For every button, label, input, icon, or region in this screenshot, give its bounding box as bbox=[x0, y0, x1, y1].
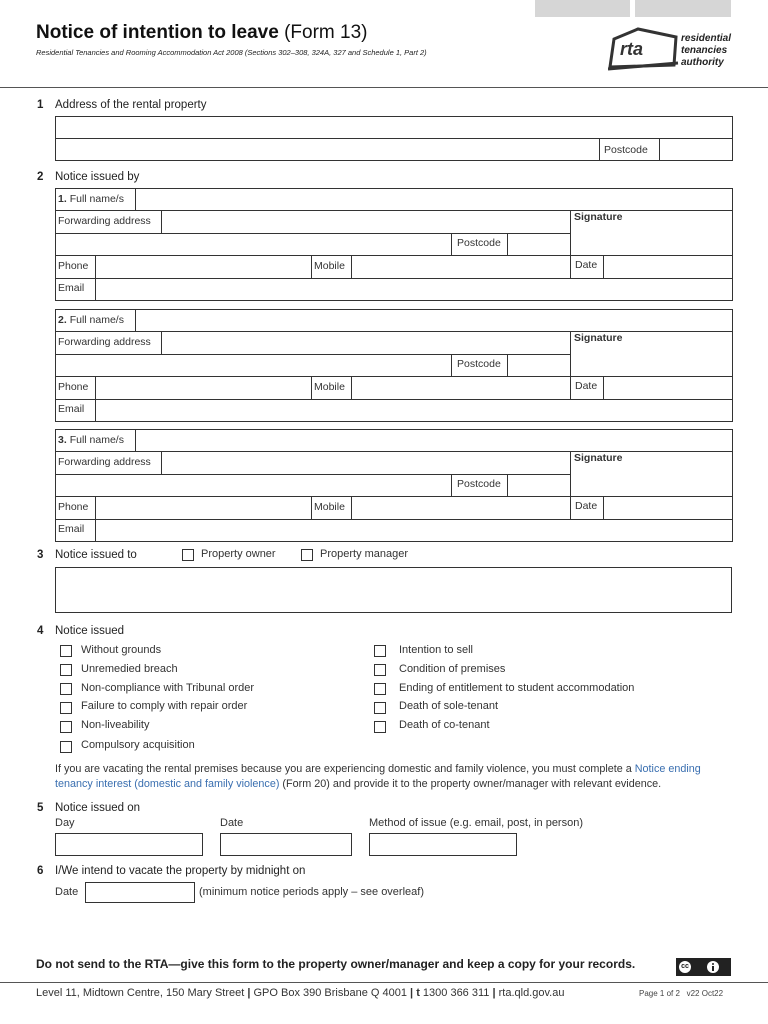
postcode-input[interactable] bbox=[509, 355, 569, 375]
col-line bbox=[95, 399, 96, 422]
tribunal-order-checkbox[interactable] bbox=[60, 683, 72, 695]
day-label: Day bbox=[55, 817, 75, 829]
col-line bbox=[570, 255, 571, 278]
mobile-input[interactable] bbox=[353, 497, 569, 518]
cc-license-badge bbox=[676, 958, 731, 976]
section-5-number: 5 bbox=[37, 802, 44, 814]
option-label: Death of co-tenant bbox=[399, 719, 490, 731]
col-line bbox=[95, 278, 96, 301]
phone-input[interactable] bbox=[97, 497, 310, 518]
student-accommodation-checkbox[interactable] bbox=[374, 683, 386, 695]
property-owner-label: Property owner bbox=[201, 548, 276, 560]
mobile-input[interactable] bbox=[353, 377, 569, 398]
compulsory-acquisition-checkbox[interactable] bbox=[60, 741, 72, 753]
section-5-label: Notice issued on bbox=[55, 802, 141, 814]
property-manager-checkbox[interactable] bbox=[301, 549, 313, 561]
col-line bbox=[570, 376, 571, 399]
forwarding-address-line-2-input[interactable] bbox=[56, 355, 451, 375]
option-label: Unremedied breach bbox=[81, 663, 178, 675]
section-4-number: 4 bbox=[37, 625, 44, 637]
cc-icon: cc bbox=[679, 961, 691, 973]
col-line bbox=[311, 376, 312, 399]
do-not-send-warning: Do not send to the RTA—give this form to the property owner/manager and keep a copy for your records. bbox=[36, 957, 636, 971]
issuer-block bbox=[55, 309, 733, 422]
col-line bbox=[351, 255, 352, 278]
day-input[interactable] bbox=[55, 833, 203, 856]
section-6-label: I/We intend to vacate the property by midnight on bbox=[55, 865, 306, 877]
issue-date-input[interactable] bbox=[220, 833, 352, 856]
postcode-input[interactable] bbox=[509, 475, 569, 495]
email-input[interactable] bbox=[97, 279, 731, 299]
col-line bbox=[603, 496, 604, 519]
method-label: Method of issue (e.g. email, post, in person) bbox=[369, 817, 583, 829]
phone-input[interactable] bbox=[97, 256, 310, 277]
postcode-input[interactable] bbox=[660, 139, 732, 160]
option-label: Non-liveability bbox=[81, 719, 150, 731]
email-label: Email bbox=[58, 523, 85, 535]
col-line bbox=[570, 496, 571, 519]
forwarding-address-input[interactable] bbox=[163, 452, 569, 473]
signature-label: Signature bbox=[574, 452, 623, 464]
col-line bbox=[603, 376, 604, 399]
col-line bbox=[95, 519, 96, 542]
col-line bbox=[95, 376, 96, 399]
full-name-input[interactable] bbox=[137, 310, 731, 330]
unremedied-breach-checkbox[interactable] bbox=[60, 664, 72, 676]
death-sole-tenant-checkbox[interactable] bbox=[374, 702, 386, 714]
forwarding-address-line-2-input[interactable] bbox=[56, 234, 451, 254]
mobile-label: Mobile bbox=[314, 381, 345, 393]
section-2-label: Notice issued by bbox=[55, 171, 140, 183]
condition-of-premises-checkbox[interactable] bbox=[374, 664, 386, 676]
col-line bbox=[135, 429, 136, 451]
header-divider bbox=[0, 87, 768, 88]
without-grounds-checkbox[interactable] bbox=[60, 645, 72, 657]
email-input[interactable] bbox=[97, 520, 731, 540]
section-1-number: 1 bbox=[37, 99, 44, 111]
death-co-tenant-checkbox[interactable] bbox=[374, 721, 386, 733]
rta-house-icon bbox=[608, 25, 680, 73]
issuer-block bbox=[55, 429, 733, 542]
forwarding-address-input[interactable] bbox=[163, 211, 569, 232]
signature-input[interactable] bbox=[572, 465, 731, 495]
email-label: Email bbox=[58, 282, 85, 294]
option-label: Ending of entitlement to student accommodation bbox=[399, 682, 635, 694]
mobile-label: Mobile bbox=[314, 501, 345, 513]
full-name-label: 3. Full name/s bbox=[58, 434, 124, 446]
col-line bbox=[135, 188, 136, 210]
postcode-label: Postcode bbox=[457, 237, 501, 249]
section-6-number: 6 bbox=[37, 865, 44, 877]
phone-label: Phone bbox=[58, 260, 89, 272]
forwarding-address-label: Forwarding address bbox=[58, 336, 151, 348]
postcode-label: Postcode bbox=[457, 358, 501, 370]
notice-recipient-input[interactable] bbox=[55, 567, 732, 613]
header-tab-2 bbox=[635, 0, 731, 17]
option-label: Non-compliance with Tribunal order bbox=[81, 682, 255, 694]
postcode-input[interactable] bbox=[509, 234, 569, 254]
header-tab-1 bbox=[535, 0, 630, 17]
phone-label: Phone bbox=[58, 501, 89, 513]
repair-order-checkbox[interactable] bbox=[60, 702, 72, 714]
col-line bbox=[351, 376, 352, 399]
forwarding-address-line-2-input[interactable] bbox=[56, 475, 451, 495]
option-label: Condition of premises bbox=[399, 663, 506, 675]
footer-page-info: Page 1 of 2 v22 Oct22 bbox=[639, 989, 724, 998]
col-line bbox=[507, 354, 508, 376]
col-line bbox=[570, 451, 571, 496]
section-3-number: 3 bbox=[37, 549, 44, 561]
address-line-1-input[interactable] bbox=[55, 116, 733, 139]
section-2-number: 2 bbox=[37, 171, 44, 183]
option-label: Failure to comply with repair order bbox=[81, 700, 248, 712]
issuer-block bbox=[55, 188, 733, 301]
date-input[interactable] bbox=[605, 377, 731, 398]
option-label: Intention to sell bbox=[399, 644, 473, 656]
full-name-input[interactable] bbox=[137, 189, 731, 209]
page-subtitle: Residential Tenancies and Rooming Accommodation Act 2008 (Sections 302–308, 324A, 327 and Schedule 1, Part 2) bbox=[36, 48, 427, 57]
phone-input[interactable] bbox=[97, 377, 310, 398]
property-manager-label: Property manager bbox=[320, 548, 409, 560]
email-label: Email bbox=[58, 403, 85, 415]
non-liveability-checkbox[interactable] bbox=[60, 721, 72, 733]
mobile-input[interactable] bbox=[353, 256, 569, 277]
footer-divider bbox=[0, 982, 768, 983]
date-label: Date bbox=[575, 259, 598, 271]
dfv-note: If you are vacating the rental premises because you are experiencing domestic and family violence, you must complete a Notice ending tenancy interest (domestic and family violence) (Form 20) and provide it to the property owner/manager with relevant evidence. bbox=[55, 763, 701, 790]
vacate-hint: (minimum notice periods apply – see overleaf) bbox=[199, 886, 424, 898]
col-line bbox=[311, 496, 312, 519]
page-title: Notice of intention to leave (Form 13) bbox=[36, 22, 368, 43]
postcode-label: Postcode bbox=[604, 144, 648, 156]
svg-text:rta: rta bbox=[620, 39, 644, 59]
vacate-date-input[interactable] bbox=[85, 882, 195, 903]
issue-date-label: Date bbox=[220, 817, 244, 829]
date-label: Date bbox=[575, 500, 598, 512]
signature-input[interactable] bbox=[572, 345, 731, 375]
col-line bbox=[507, 474, 508, 496]
forwarding-address-label: Forwarding address bbox=[58, 215, 151, 227]
col-line bbox=[95, 496, 96, 519]
full-name-label: 2. Full name/s bbox=[58, 314, 124, 326]
rta-logo-text: residential tenancies authority bbox=[681, 33, 732, 68]
col-line bbox=[311, 255, 312, 278]
date-label: Date bbox=[575, 380, 598, 392]
vacate-date-label: Date bbox=[55, 886, 79, 898]
col-line bbox=[161, 451, 162, 474]
form-20-link[interactable]: Notice ending tenancy interest (domestic and family violence) bbox=[55, 763, 701, 790]
full-name-label: 1. Full name/s bbox=[58, 193, 124, 205]
section-3-label: Notice issued to bbox=[55, 549, 137, 561]
section-4-label: Notice issued bbox=[55, 625, 125, 637]
col-line bbox=[161, 331, 162, 354]
method-input[interactable] bbox=[369, 833, 517, 856]
col-line bbox=[161, 210, 162, 233]
phone-label: Phone bbox=[58, 381, 89, 393]
email-input[interactable] bbox=[97, 400, 731, 420]
rta-website-link[interactable]: rta.qld.gov.au bbox=[498, 987, 565, 999]
option-label: Death of sole-tenant bbox=[399, 700, 499, 712]
col-line bbox=[451, 474, 452, 496]
forwarding-address-input[interactable] bbox=[163, 332, 569, 353]
postcode-label: Postcode bbox=[457, 478, 501, 490]
col-line bbox=[95, 255, 96, 278]
col-line bbox=[351, 496, 352, 519]
section-1-label: Address of the rental property bbox=[55, 99, 207, 111]
col-line bbox=[570, 210, 571, 255]
col-line bbox=[451, 354, 452, 376]
footer-contact: Level 11, Midtown Centre, 150 Mary Street | GPO Box 390 Brisbane Q 4001 | t 1300 366 311 | rta.qld.gov.au bbox=[36, 987, 565, 999]
col-line bbox=[135, 309, 136, 331]
signature-label: Signature bbox=[574, 332, 623, 344]
col-line bbox=[570, 331, 571, 376]
option-label: Without grounds bbox=[81, 644, 162, 656]
signature-label: Signature bbox=[574, 211, 623, 223]
col-line bbox=[507, 233, 508, 255]
col-line bbox=[603, 255, 604, 278]
property-owner-checkbox[interactable] bbox=[182, 549, 194, 561]
signature-input[interactable] bbox=[572, 224, 731, 254]
forwarding-address-label: Forwarding address bbox=[58, 456, 151, 468]
option-label: Compulsory acquisition bbox=[81, 739, 195, 751]
date-input[interactable] bbox=[605, 497, 731, 518]
attribution-icon bbox=[707, 961, 719, 973]
divider bbox=[599, 138, 600, 161]
intention-to-sell-checkbox[interactable] bbox=[374, 645, 386, 657]
col-line bbox=[451, 233, 452, 255]
date-input[interactable] bbox=[605, 256, 731, 277]
mobile-label: Mobile bbox=[314, 260, 345, 272]
full-name-input[interactable] bbox=[137, 430, 731, 450]
